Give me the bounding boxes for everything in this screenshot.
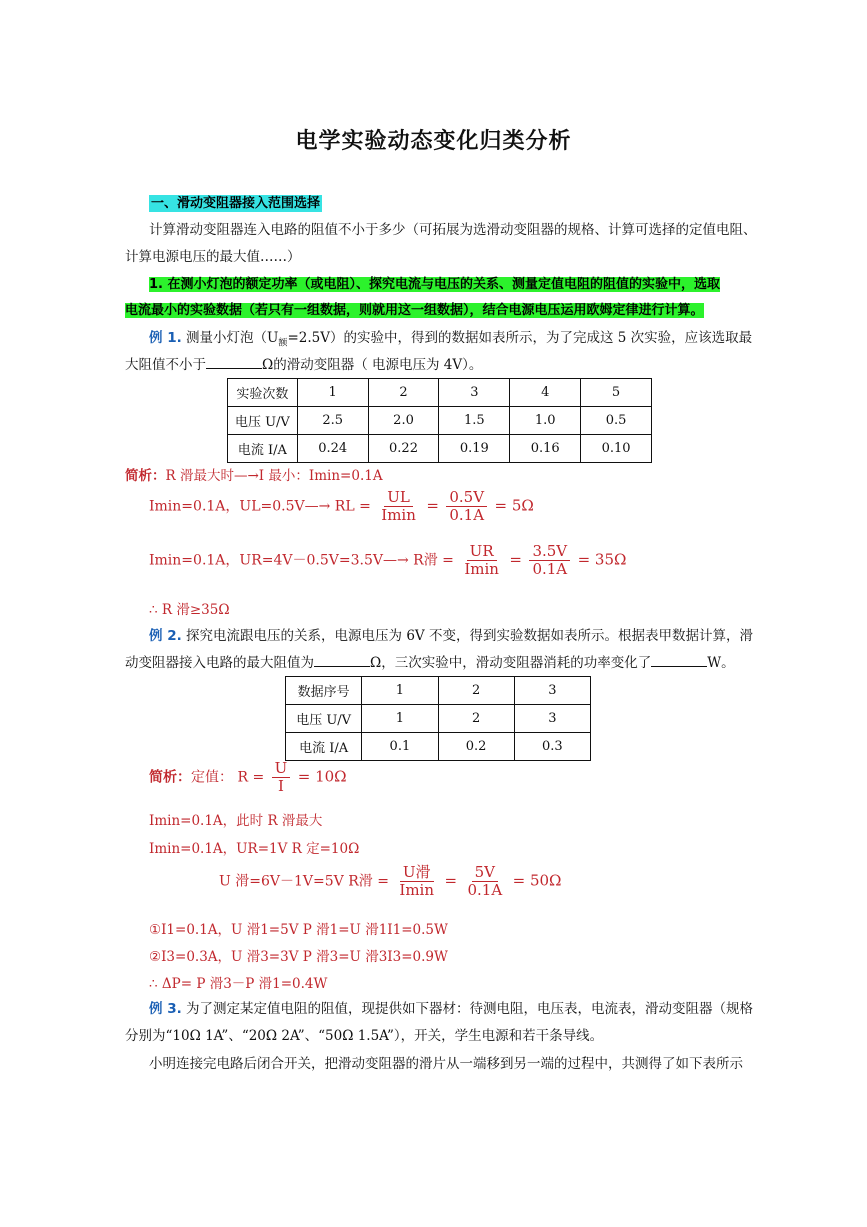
example-1-text-2: 大阻值不小于 Ω的滑动变阻器（ 电源电压为 4V）。 — [125, 357, 483, 373]
example-2-text-2: 动变阻器接入电路的最大阻值为 Ω，三次实验中，滑动变阻器消耗的功率变化了 W。 — [125, 655, 735, 671]
tip-line-1: 1. 在测小灯泡的额定功率（或电阻）、探究电流与电压的关系、测量定值电阻的阻值的实验中，选取 — [149, 277, 721, 292]
analysis-1-conclusion: ∴ R 滑≥35Ω — [149, 602, 230, 618]
intro-line-2: 计算电源电压的最大值……） — [125, 249, 301, 265]
table-row: 电流 I/A 0.1 0.2 0.3 — [286, 733, 591, 761]
intro-line-1: 计算滑动变阻器连入电路的阻值不小于多少（可拓展为选滑动变阻器的规格、计算可选择的定值电阻、 — [149, 222, 757, 238]
table-row: 电流 I/A 0.24 0.22 0.19 0.16 0.10 — [228, 435, 652, 463]
example-3-text-2: 分别为“10Ω 1A”、“20Ω 2A”、“50Ω 1.5A”），开关，学生电源和若干条导线。 — [125, 1028, 604, 1044]
section-heading: 一、滑动变阻器接入范围选择 — [151, 196, 321, 211]
page-title: 电学实验动态变化归类分析 — [295, 129, 572, 154]
example-3-text-1: 例 3. 为了测定某定值电阻的阻值，现提供如下器材：待测电阻，电压表，电流表，滑动变阻器（规格 — [149, 1001, 754, 1017]
fraction: $\frac{\text{U滑}}{Imin}$ — [399, 863, 434, 899]
analysis-2-formula-1: 简析：定值： R = $\frac{U}{I}$ = 10Ω — [149, 759, 347, 795]
table-row: 电压 U/V 1 2 3 — [286, 705, 591, 733]
table-row: 电压 U/V 2.5 2.0 1.5 1.0 0.5 — [228, 407, 652, 435]
tip-line-2: 电流最小的实验数据（若只有一组数据，则就用这一组数据），结合电源电压运用欧姆定律进行计算。 — [125, 303, 704, 318]
answer-blank[interactable] — [206, 356, 262, 369]
example-2-table — [285, 676, 591, 761]
fraction: $\frac{UR}{Imin}$ — [464, 542, 499, 578]
fraction: $\frac{UL}{Imin}$ — [381, 488, 416, 524]
example-1-table — [227, 378, 652, 463]
analysis-1-formula-1: Imin=0.1A，UL=0.5V—→ RL = $\frac{UL}{Imin}$ = $\frac{0.5V}{0.1A}$ = 5Ω — [149, 488, 534, 524]
analysis-2-line-5: ①I1=0.1A，U 滑1=5V P 滑1=U 滑1I1=0.5W — [149, 922, 448, 938]
fraction: $\frac{5V}{0.1A}$ — [467, 863, 503, 899]
fraction: $\frac{U}{I}$ — [272, 760, 291, 795]
example-3-text-3: 小明连接完电路后闭合开关，把滑动变阻器的滑片从一端移到另一端的过程中，共测得了如下表所示 — [149, 1056, 743, 1072]
analysis-2-formula-2: U 滑=6V－1V=5V R滑 = $\frac{\text{U滑}}{Imin}$ = $\frac{5V}{0.1A}$ = 50Ω — [219, 863, 562, 899]
answer-blank[interactable] — [651, 654, 707, 667]
answer-blank[interactable] — [314, 654, 370, 667]
analysis-2-line-2: Imin=0.1A，此时 R 滑最大 — [149, 813, 323, 829]
table-header-row: 数据序号 1 2 3 — [286, 677, 591, 705]
example-2-text-1: 例 2. 探究电流跟电压的关系，电源电压为 6V 不变，得到实验数据如表所示。根据表甲数据计算，滑 — [149, 628, 753, 644]
example-1-text-1: 例 1. 测量小灯泡$(U_额=2.5V)$的实验中，得到的数据如表所示，为了完成这 5 次实验，应该选取最 — [149, 330, 753, 349]
fraction: $\frac{3.5V}{0.1A}$ — [529, 543, 570, 578]
analysis-2-line-3: Imin=0.1A，UR=1V R 定=10Ω — [149, 841, 360, 857]
analysis-2-conclusion: ∴ ΔP= P 滑3－P 滑1=0.4W — [149, 976, 328, 992]
analysis-1-formula-2: Imin=0.1A，UR=4V－0.5V=3.5V—→ R滑 = $\frac{UR}{Imin}$ = $\frac{3.5V}{0.1A}$ = 35Ω — [149, 542, 627, 578]
fraction: $\frac{0.5V}{0.1A}$ — [446, 489, 487, 524]
table-header-row: 实验次数 1 2 3 4 5 — [228, 379, 652, 407]
analysis-2-line-6: ②I3=0.3A，U 滑3=3V P 滑3=U 滑3I3=0.9W — [149, 949, 448, 965]
analysis-1-line-1: 简析：R 滑最大时—→I 最小：Imin=0.1A — [125, 468, 383, 484]
